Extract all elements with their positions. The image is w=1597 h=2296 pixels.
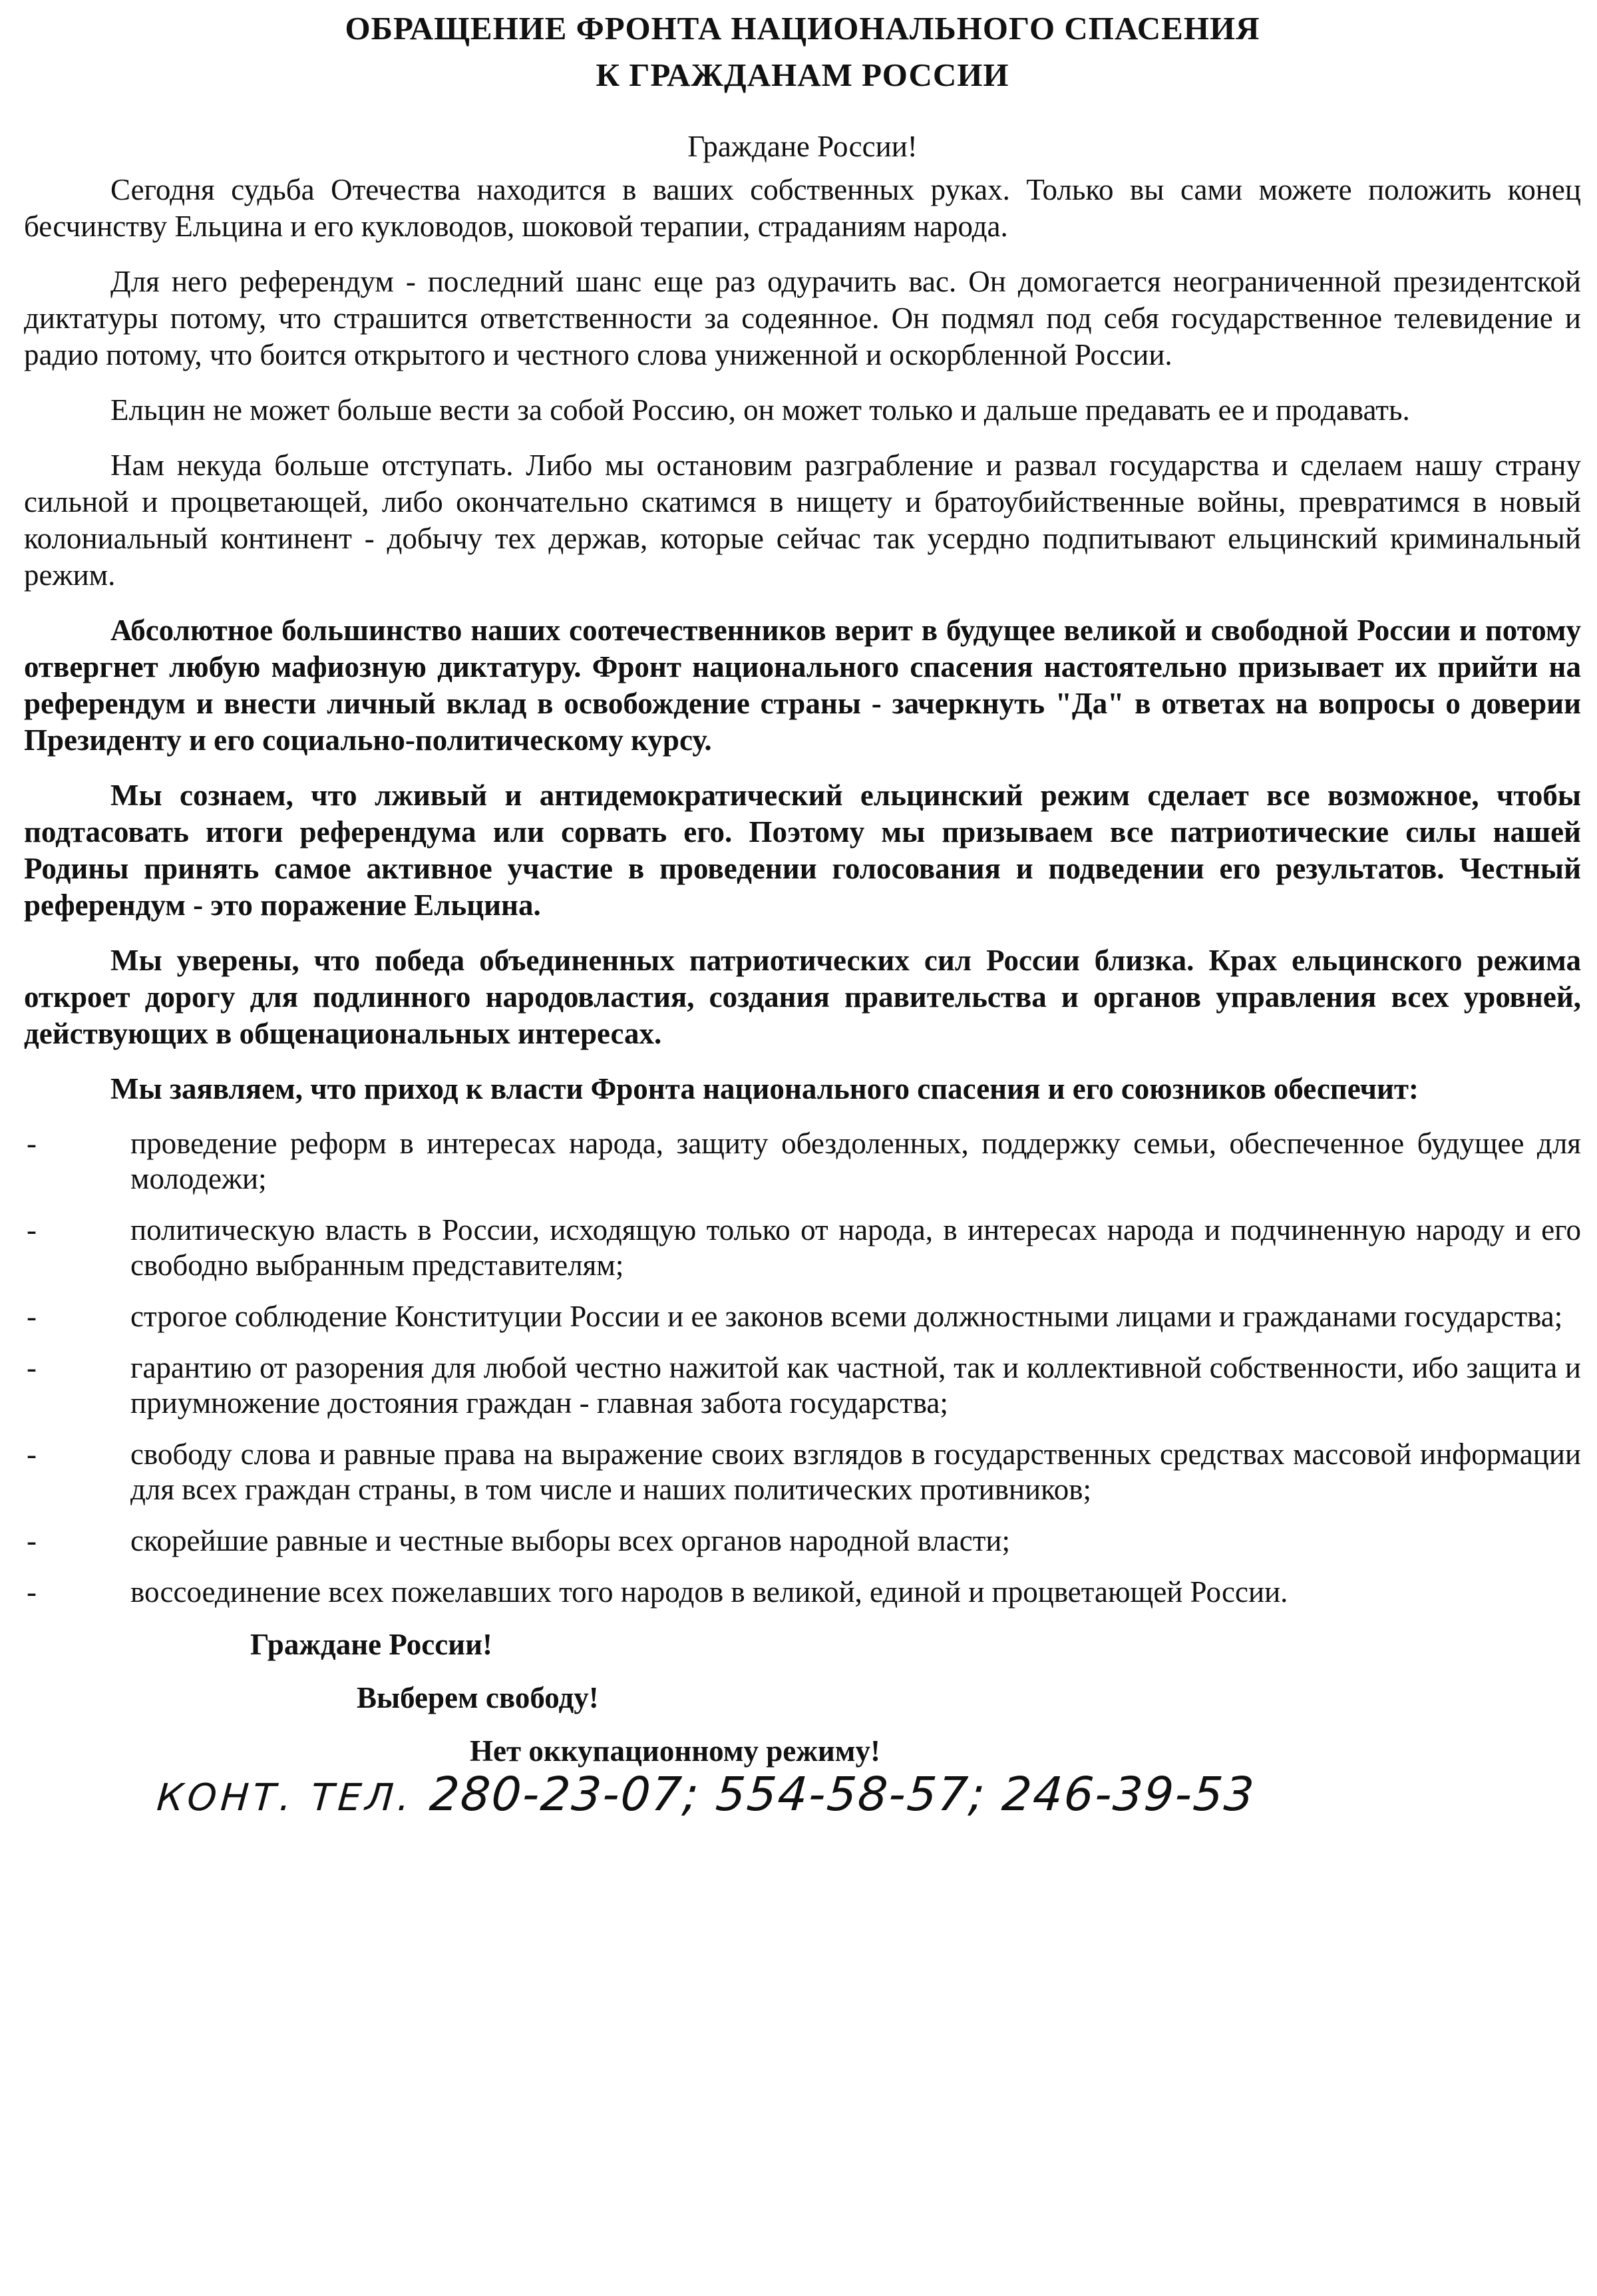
list-item <box>24 1350 1581 1421</box>
paragraph-8: Мы заявляем, что приход к власти Фронта национального спасения и его союзников обеспечит: <box>110 1072 1419 1105</box>
paragraph-2: Для него референдум - последний шанс еще раз одурачить вас. Он домогается неограниченной президентской диктатуры потому, что страшится ответственности за содеянное. Он подмял под себя государственное телевидение и радио потому, что боится открытого и честного слова униженной и оскорбленной России. <box>24 265 1581 371</box>
contact-phones-handwritten <box>22 1764 1584 1828</box>
list-item-text: воссоединение всех пожелавших того народов в великой, единой и процветающей России. <box>130 1575 1288 1609</box>
list-item-text: скорейшие равные и честные выборы всех органов народной власти; <box>130 1524 1010 1557</box>
paragraph-1: Сегодня судьба Отечества находится в ваших собственных руках. Только вы сами можете положить конец бесчинству Ельцина и его кукловодов, шоковой терапии, страданиям народа. <box>24 173 1581 243</box>
list-item-text: гарантию от разорения для любой честно нажитой как частной, так и коллективной собственности, ибо защита и приумножение достояния граждан - главная забота государства; <box>130 1351 1581 1420</box>
contact-label: КОНТ. ТЕЛ. <box>155 1776 415 1819</box>
paragraph-3: Ельцин не может больше вести за собой Россию, он может только и дальше предавать ее и продавать. <box>110 393 1410 427</box>
list-bullet: - <box>27 1127 37 1160</box>
list-item-text: свободу слова и равные права на выражение своих взглядов в государственных средствах массовой информации для всех граждан страны, в том числе и наших политических противников; <box>130 1437 1581 1506</box>
list-bullet: - <box>27 1437 37 1471</box>
contact-numbers: 280-23-07; 554-58-57; 246-39-53 <box>427 1767 1258 1821</box>
list-item <box>24 1213 1581 1283</box>
list-item <box>24 1523 1581 1559</box>
list-item-text: проведение реформ в интересах народа, защиту обездоленных, поддержку семьи, обеспеченное будущее для молодежи; <box>130 1127 1581 1195</box>
list-bullet: - <box>27 1524 37 1557</box>
title-line-1: ОБРАЩЕНИЕ ФРОНТА НАЦИОНАЛЬНОГО СПАСЕНИЯ <box>345 10 1260 47</box>
title-line-2: К ГРАЖДАНАМ РОССИИ <box>596 57 1009 93</box>
list-bullet: - <box>27 1575 37 1609</box>
paragraph-5: Абсолютное большинство наших соотечественников верит в будущее великой и свободной России и потому отвергнет любую мафиозную диктатуру. Фронт национального спасения настоятельно призывает их прийти на референдум и внести личный вклад в освобождение страны - зачеркнуть "Да" в ответах на вопросы о доверии Президенту и его социально-политическому курсу. <box>24 614 1581 757</box>
list-bullet: - <box>27 1213 37 1246</box>
paragraph-4: Нам некуда больше отступать. Либо мы остановим разграбление и развал государства и сделаем нашу страну сильной и процветающей, либо окончательно скатимся в нищету и братоубийственные войны, превратимся в новый колониальный континент - добычу тех держав, которые сейчас так усердно подпитывают ельцинский криминальный режим. <box>24 449 1581 592</box>
closing-motto: Нет оккупационному режиму! <box>470 1734 880 1768</box>
document-title <box>24 0 1581 98</box>
closing-slogan: Выберем свободу! <box>357 1681 599 1714</box>
list-bullet: - <box>27 1351 37 1384</box>
list-item-text: политическую власть в России, исходящую только от народа, в интересах народа и подчиненную народу и его свободно выбранным представителям; <box>130 1213 1581 1282</box>
list-item <box>24 1437 1581 1507</box>
commitments-list <box>24 1126 1581 1610</box>
list-item <box>24 1299 1581 1334</box>
appeal-document <box>24 0 1581 2296</box>
paragraph-7: Мы уверены, что победа объединенных патриотических сил России близка. Крах ельцинского режима откроет дорогу для подлинного народовластия, создания правительства и органов управления всех уровней, действующих в общенациональных интересах. <box>24 944 1581 1050</box>
list-item-text: строгое соблюдение Конституции России и ее законов всеми должностными лицами и гражданами государства; <box>130 1300 1563 1333</box>
list-bullet: - <box>27 1300 37 1333</box>
paragraph-6: Мы сознаем, что лживый и антидемократический ельцинский режим сделает все возможное, чтобы подтасовать итоги референдума или сорвать его. Поэтому мы призываем все патриотические силы нашей Родины принять самое активное участие в проведении голосования и подведении его результатов. Честный референдум - это поражение Ельцина. <box>24 779 1581 922</box>
closing-salutation: Граждане России! <box>250 1628 493 1661</box>
list-item <box>24 1126 1581 1197</box>
list-item <box>24 1575 1581 1610</box>
salutation: Граждане России! <box>687 130 918 163</box>
